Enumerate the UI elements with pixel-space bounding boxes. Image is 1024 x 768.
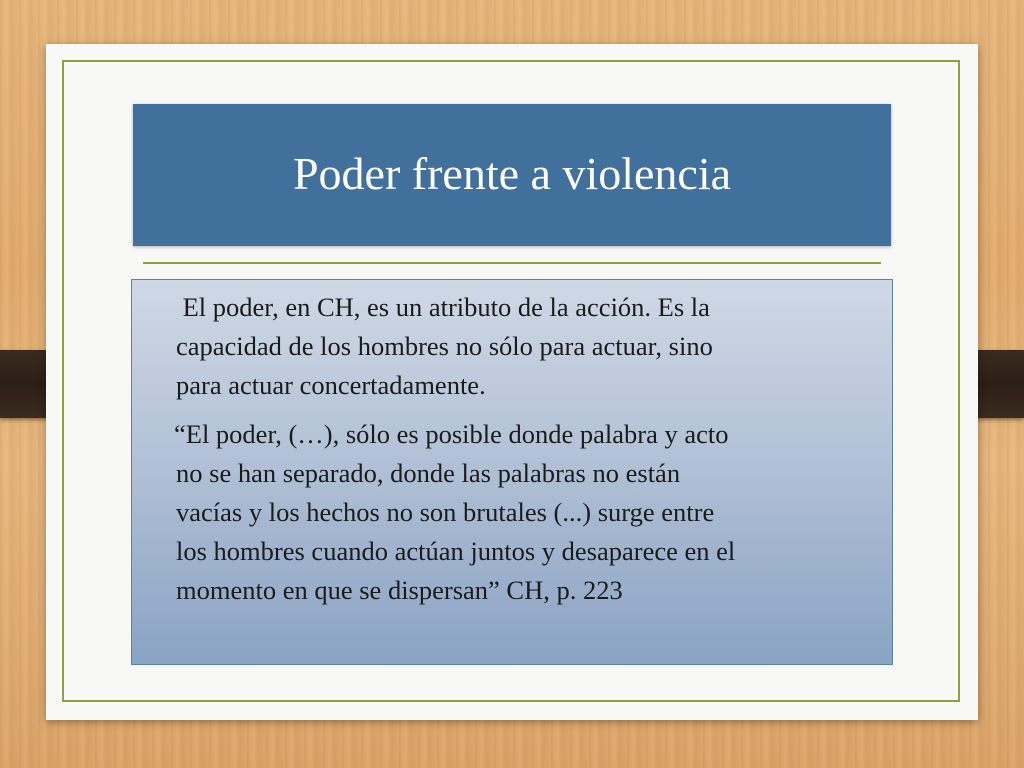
paragraph-2-line-1: “El poder, (…), sólo es posible donde palabra y acto [174, 419, 729, 449]
title-box [133, 104, 891, 246]
paragraph-1-line-2: capacidad de los hombres no sólo para actuar, sino [176, 331, 713, 361]
paragraph-2-line-4: los hombres cuando actúan juntos y desaparece en el [176, 536, 736, 566]
content-box [131, 279, 893, 665]
paragraph-2-line-2: no se han separado, donde las palabras no están [176, 458, 681, 488]
paragraph-1 [176, 288, 870, 405]
paragraph-2-line-3: vacías y los hechos no son brutales (...) surge entre [176, 497, 715, 527]
paragraph-1-line-1: El poder, en CH, es un atributo de la acción. Es la [176, 292, 710, 322]
paragraph-2-quote [176, 415, 870, 610]
title-divider [143, 262, 881, 264]
paragraph-2-line-5: momento en que se dispersan” CH, p. 223 [176, 575, 623, 605]
paragraph-1-line-3: para actuar concertadamente. [176, 370, 486, 400]
slide-title: Poder frente a violencia [292, 147, 732, 199]
